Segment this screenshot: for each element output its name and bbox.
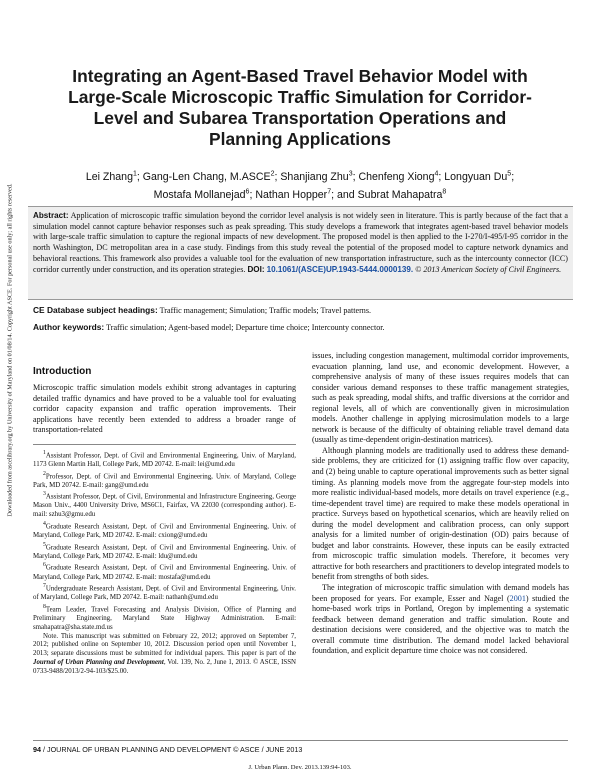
abstract-label: Abstract: — [33, 211, 69, 220]
page-footer: 94 / JOURNAL OF URBAN PLANNING AND DEVELOPMENT © ASCE / JUNE 2013 — [33, 745, 303, 754]
author-name: Chenfeng Xiong — [358, 170, 435, 183]
intro-paragraph: Microscopic traffic simulation models exhibit strong advantages in capturing detailed traffic dynamics and have proved to be a valuable tool for evaluating corridor capacity expansion and traffic operation improvements. Their applications have recently been extended to address a broader range of transportation-related — [33, 383, 296, 435]
author-keywords: Author keywords: Traffic simulation; Agent-based model; Departure time choice; Intercounty connector. — [33, 322, 385, 332]
page-number: 94 — [33, 745, 41, 754]
section-heading: Introduction — [33, 366, 92, 377]
author-name: Nathan Hopper — [255, 189, 328, 202]
author-name: Lei Zhang — [85, 170, 133, 183]
footnote: $^8$Team Leader, Travel Forecasting and Analysis Division, Office of Planning and Preliminary Engineering, Maryland State Highway Administration. E-mail: smahapatra@sha.state.md.us — [33, 604, 296, 631]
download-notice-text: Downloaded from ascelibrary.org by University of Maryland on 01/08/14. Copyright ASCE. For personal use only; all rights reserved. — [6, 183, 14, 517]
subject-headings: CE Database subject headings: Traffic management; Simulation; Traffic models; Travel patterns. — [33, 305, 372, 315]
body-paragraph: issues, including congestion management, multimodal corridor improvements, evacuation planning, land use, and economic development. However, a comprehensive analysis of many of these issues requires models that can consider various demand responses to these traffic management strategies, such as peak spreading, modal shifts, and traffic diversions at the corridor and regional levels, all of which are conventionally given in microsimulation models. Another challenge in applying microsimulation models to a large network is because of the difficulty of obtaining reliable travel demand data (usually as time-dependent origin-destination matrices). — [312, 351, 569, 445]
body-paragraph: The integration of microscopic traffic simulation with demand models has been proposed for years. For example, Esser and Nagel (2001) studied the home-based work trips in Portland, Oregon by implementing a systematic feedback between demand generation and traffic simulation. Route and destination decisions were considered, and the objective was to match the overall commute time distribution. The demand model lacked behavioral foundation, and explicit departure time choice was not considered. — [312, 583, 569, 656]
footnote: $^1$Assistant Professor, Dept. of Civil and Environmental Engineering, Univ. of Maryland, 1173 Glenn Martin Hall, College Park, MD 20742. E-mail: lei@umd.edu — [33, 449, 296, 468]
footnote: $^7$Undergraduate Research Assistant, Dept. of Civil and Environmental Engineering, Univ. of Maryland, College Park, MD 20742. E-mail: nathanh@umd.edu — [33, 583, 296, 602]
author-name: Subrat Mahapatra — [357, 189, 443, 202]
right-column — [312, 351, 569, 657]
abstract-text: Application of microscopic traffic simulation beyond the corridor level analysis is not widely seen in literature. This is partly because of the fact that a simulation model cannot capture behavior responses such as peak spreading. This study develops a framework that integrates agent-based travel behavior models with large-scale traffic simulation to capture the regional impacts of new development. The proposed model is then applied to the I-270/I-495/I-95 corridor in the north Washington, DC metropolitan area in a case study. Findings from this study reveal the potential of the proposed model to capture network dynamics and behavioral reactions. This framework also provides a valuable tool for the evaluation of new transportation infrastructure, such as the intercounty connector (ICC) corridor currently under construction, and its operation strategies. — [33, 211, 568, 274]
footnote: $^4$Graduate Research Assistant, Dept. of Civil and Environmental Engineering, Univ. of Maryland, College Park, MD 20742. E-mail: cxiong@umd.edu — [33, 520, 296, 539]
left-column — [33, 366, 296, 676]
footnote: $^6$Graduate Research Assistant, Dept. of Civil and Environmental Engineering, Univ. of Maryland, College Park, MD 20742. E-mail: mostafa@umd.edu — [33, 562, 296, 581]
footer-divider — [33, 740, 568, 741]
paper-title: Integrating an Agent-Based Travel Behavior Model with Large-Scale Microscopic Traffic Simulation for Corridor-Level and Subarea Transportation Operations and Planning Applications — [68, 66, 532, 149]
footnote-divider — [33, 444, 296, 445]
author-name: Longyuan Du — [444, 170, 508, 183]
body-paragraph: Although planning models are traditionally used to address these demand-side problems, they are criticized for (1) assigning traffic flow over capacity, and (2) being unable to capture operational improvements such as better signal timing. As planning models move from the aggregate four-step models into more realistic individual-based models, more details on travel experience (e.g., time-dependent travel time) are required to make these models operational in practice. Surveys based on hypothetical scenarios, which are heavily relied on during the model development and calibration process, can only support analysis for a limited number of origin-destination (OD) pairs because of budget and labor constraints. However, these inputs can be easily extracted from microscopic traffic simulation models. Therefore, it becomes very attractive for both researchers and practitioners to develop integrated models to benefit from strengths of both sides. — [312, 445, 569, 582]
journal-name: Journal of Urban Planning and Development — [33, 658, 164, 666]
footnote: $^2$Professor, Dept. of Civil and Environmental Engineering, Univ. of Maryland, College Park, MD 20742. E-mail: gang@umd.edu — [33, 470, 296, 489]
doi-link[interactable]: 10.1061/(ASCE)UP.1943-5444.0000139. — [266, 264, 414, 274]
download-notice — [4, 120, 16, 580]
author-name: Shanjiang Zhu — [280, 170, 349, 183]
author-name: Mostafa Mollanejad — [153, 189, 246, 202]
author-list: Lei Zhang$^1$; Gang-Len Chang, M.ASCE$^2$; Shanjiang Zhu$^3$; Chenfeng Xiong$^4$; Longyuan Du$^5$; Mostafa Mollanejad$^6$; Nathan Hopper$^7$; and Subrat Mahapatra$^8$ — [85, 170, 515, 202]
citation-link[interactable]: 2001 — [509, 593, 526, 603]
abstract: Abstract: Application of microscopic traffic simulation beyond the corridor level analysis is not widely seen in literature. This is partly because of the fact that a simulation model cannot capture behavior responses such as peak spreading. This study develops a framework that integrates agent-based travel behavior models with large-scale traffic simulation to capture the regional impacts of new development. The proposed model is then applied to the I-270/I-495/I-95 corridor in the north Washington, DC metropolitan area in a case study. Findings from this study reveal the potential of the proposed model to capture network dynamics and behavioral reactions. This framework also provides a valuable tool for the evaluation of new transportation infrastructure, such as the intercounty connector (ICC) corridor currently under construction, and its operation strategies. DOI: 10.1061/(ASCE)UP.1943-5444.0000139. © 2013 American Society of Civil Engineers. — [33, 211, 568, 274]
submission-note: Note. This manuscript was submitted on February 22, 2012; approved on September 7, 2012; published online on September 10, 2012. Discussion period open until November 1, 2013; separate discussions must be submitted for individual papers. This paper is part of the Journal of Urban Planning and Development, Vol. 139, No. 2, June 1, 2013. © ASCE, ISSN 0733-9488/2013/2-94-103/$25.00. — [33, 632, 297, 675]
copyright: © 2013 American Society of Civil Engineers. — [415, 264, 562, 274]
footnote: $^5$Graduate Research Assistant, Dept. of Civil and Environmental Engineering, Univ. of Maryland, College Park, MD 20742. E-mail: ldu@umd.edu — [33, 541, 296, 560]
citation-line: J. Urban Plann. Dev. 2013.139:94-103. — [248, 764, 352, 771]
author-name: Gang-Len Chang, M.ASCE — [142, 170, 271, 183]
journal-footer: JOURNAL OF URBAN PLANNING AND DEVELOPMENT © ASCE / JUNE 2013 — [47, 745, 303, 754]
footnote: $^3$Assistant Professor, Dept. of Civil, Environmental and Infrastructure Engineering, George Mason Univ., 4400 University Drive, MS6C1, Fairfax, VA 22030 (corresponding author). E-mail: szhu3@gmu.edu — [33, 491, 296, 519]
